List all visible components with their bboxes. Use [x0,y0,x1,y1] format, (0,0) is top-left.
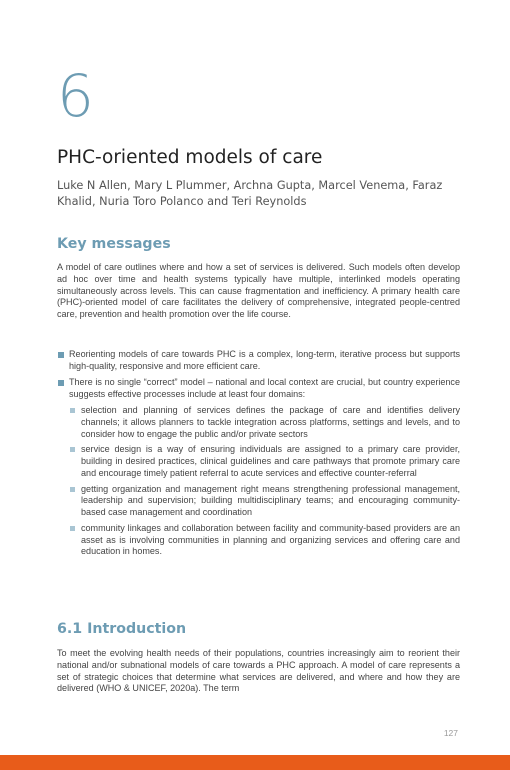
chapter-title: PHC-oriented models of care [57,147,323,168]
sub-bullet-text: community linkages and collaboration between facility and community-based providers are an asset as is involving communities in planning and organizing services and offering care and education in homes. [81,522,460,557]
list-item [57,444,460,479]
sub-bullet-text: service design is a way of ensuring individuals are assigned to a primary care provider, building in desired practices, clinical guidelines and care pathways that promote primary care and encourage timely patient referral to acute services and effective counter-referral [81,444,460,478]
bullet-square-icon [70,487,75,492]
introduction-body: To meet the evolving health needs of their populations, countries increasingly aim to reorient their national and/or subnational models of care towards a PHC approach. A model of care represents a set of strategic choices that determine what services are delivered, and where and how they are delivered (WHO & UNICEF, 2020a). The term [57,648,460,694]
key-messages-intro: A model of care outlines where and how a set of services is delivered. Such models often develop ad hoc over time and health systems typically have multiple, interlinked models operating simultaneously across levels. This can cause fragmentation and inefficiency. A primary health care (PHC)-oriented model of care facilitates the delivery of comprehensive, integrated people-centred care, prevention and health promotion over the life course. [57,262,460,319]
footer-color-bar [0,755,510,770]
chapter-number: 6 [57,62,93,130]
bullet-text: There is no single “correct” model – national and local context are crucial, but country experience suggests effective processes include at least four domains: [69,377,460,399]
sub-bullet-text: getting organization and management right means strengthening professional management, leadership and supervision; building multidisciplinary teams; and encouraging community-based case management and coordination [81,483,460,517]
domains-list [57,405,460,558]
list-item [57,349,460,373]
bullet-square-icon [58,380,64,386]
key-messages-list [57,349,460,562]
list-item [57,523,460,558]
list-item [57,484,460,519]
sub-bullet-text: selection and planning of services defines the package of care and identifies delivery channels; it allows planners to tackle integration across platforms, settings and levels, and to consider how to engage the public and/or private sectors [81,405,460,439]
bullet-square-icon [70,447,75,452]
list-item [57,377,460,401]
bullet-square-icon [70,408,75,413]
bullet-square-icon [70,526,75,531]
introduction-heading: 6.1 Introduction [57,621,187,637]
chapter-authors: Luke N Allen, Mary L Plummer, Archna Gupta, Marcel Venema, Faraz Khalid, Nuria Toro Polanco and Teri Reynolds [57,179,443,208]
bullet-text: Reorienting models of care towards PHC is a complex, long-term, iterative process but supports high-quality, responsive and more efficient care. [69,349,460,371]
page-number: 127 [443,728,458,738]
key-messages-heading: Key messages [57,236,171,252]
list-item [57,405,460,440]
bullet-square-icon [58,352,64,358]
